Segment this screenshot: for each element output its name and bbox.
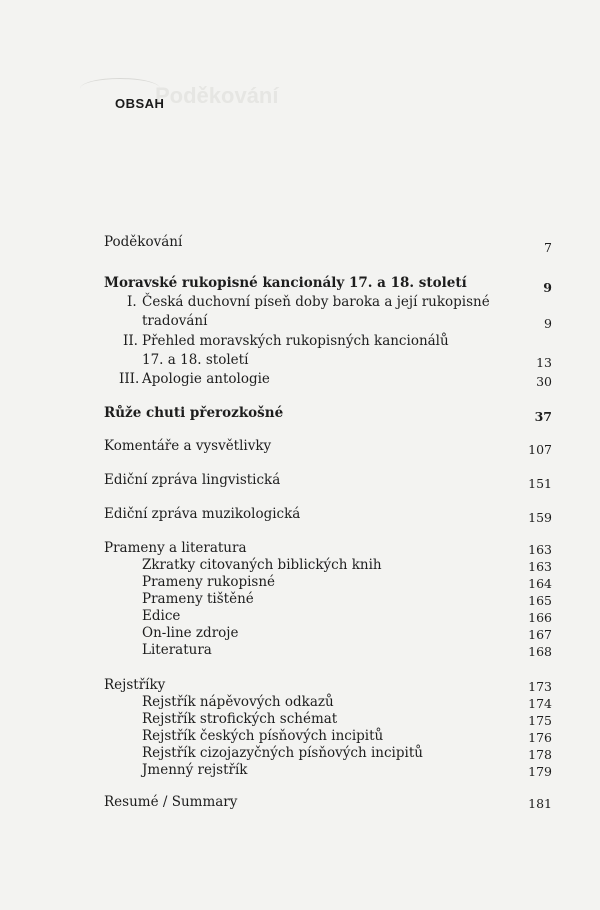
toc-page: 175 [528, 713, 552, 728]
toc-row-ceskych [0, 727, 600, 745]
toc-row-chapter-1-cont [0, 312, 600, 330]
toc-page: 107 [528, 442, 552, 457]
toc-page: 176 [528, 730, 552, 745]
toc-label: Rejstřík cizojazyčných písňových incipitů [142, 745, 423, 761]
page-heading: OBSAH [115, 96, 165, 111]
toc-label: Rejstřík nápěvových odkazů [142, 694, 334, 710]
toc-row-ruze [0, 404, 600, 422]
toc-row-cizojazycnych [0, 744, 600, 762]
toc-page: 168 [528, 644, 552, 659]
toc-label: Rejstřík českých písňových incipitů [142, 728, 384, 744]
toc-page: 174 [528, 696, 552, 711]
toc-page: 173 [528, 679, 552, 694]
toc-label: Česká duchovní píseň doby baroka a její rukopisné [142, 294, 490, 310]
toc-row-zkratky [0, 556, 600, 574]
toc-label: Růže chuti přerozkošné [104, 405, 284, 421]
toc-label: 17. a 18. století [142, 352, 249, 368]
toc-label: Komentáře a vysvětlivky [104, 438, 272, 454]
toc-label: Rejstřík strofických schémat [142, 711, 338, 727]
toc-page: 166 [528, 610, 552, 625]
toc-page: 30 [536, 374, 552, 389]
toc-row-moravske [0, 274, 600, 295]
toc-page: 164 [528, 576, 552, 591]
toc-number: III. [119, 371, 140, 387]
toc-row-chapter-2 [0, 332, 600, 350]
toc-label: Prameny tištěné [142, 591, 254, 607]
toc-row-strofickych [0, 710, 600, 728]
toc-page: 7 [544, 240, 552, 255]
toc-row-prameny [0, 539, 600, 557]
toc-label: Zkratky citovaných biblických knih [142, 557, 382, 573]
toc-label: Přehled moravských rukopisných kancionálů [142, 333, 449, 349]
toc-page: 163 [528, 559, 552, 574]
toc-row-resume [0, 793, 600, 811]
toc-label: Prameny a literatura [104, 540, 247, 556]
toc-label: Prameny rukopisné [142, 574, 276, 590]
toc-label: Apologie antologie [142, 371, 270, 387]
toc-page: 37 [534, 409, 552, 424]
toc-row-rejstriky [0, 676, 600, 694]
toc-label: Edice [142, 608, 181, 624]
toc-label: Ediční zpráva muzikologická [104, 506, 301, 522]
toc-page: 159 [528, 510, 552, 525]
toc-label: Resumé / Summary [104, 794, 238, 810]
toc-row-edice [0, 607, 600, 625]
toc-row-napevovych [0, 693, 600, 711]
toc-page: 151 [528, 476, 552, 491]
toc-page: 9 [544, 316, 552, 331]
toc-label: Rejstříky [104, 677, 166, 693]
toc-row-jmenny [0, 761, 600, 779]
toc-label: Literatura [142, 642, 212, 658]
toc-row-chapter-2-cont [0, 351, 600, 369]
toc-page: 178 [528, 747, 552, 762]
toc-label: Ediční zpráva lingvistická [104, 472, 281, 488]
toc-row-online [0, 624, 600, 642]
toc-page: 165 [528, 593, 552, 608]
toc-row-komentare [0, 437, 600, 455]
toc-label: Jmenný rejstřík [142, 762, 248, 778]
toc-number: II. [123, 333, 138, 349]
toc-row-chapter-3 [0, 370, 600, 388]
toc-row-rukopisne [0, 573, 600, 591]
toc-label: Poděkování [104, 234, 183, 250]
toc-label: On-line zdroje [142, 625, 239, 641]
toc-row-chapter-1 [0, 293, 600, 311]
toc-row-literatura [0, 641, 600, 659]
toc-page: 167 [528, 627, 552, 642]
bleed-through-title: Poděkování [155, 83, 279, 108]
toc-row-muzikologicka [0, 505, 600, 523]
toc-page: 163 [528, 542, 552, 557]
toc-label: Moravské rukopisné kancionály 17. a 18. století [104, 275, 467, 291]
toc-row-lingvisticka [0, 471, 600, 489]
toc-row-podekovani [0, 233, 600, 255]
toc-page: 13 [536, 355, 552, 370]
toc-page: 9 [543, 280, 552, 295]
toc-page: 181 [528, 796, 552, 811]
toc-number: I. [127, 294, 137, 310]
toc-row-tistene [0, 590, 600, 608]
toc-page: 179 [528, 764, 552, 779]
toc-label: tradování [142, 313, 208, 329]
